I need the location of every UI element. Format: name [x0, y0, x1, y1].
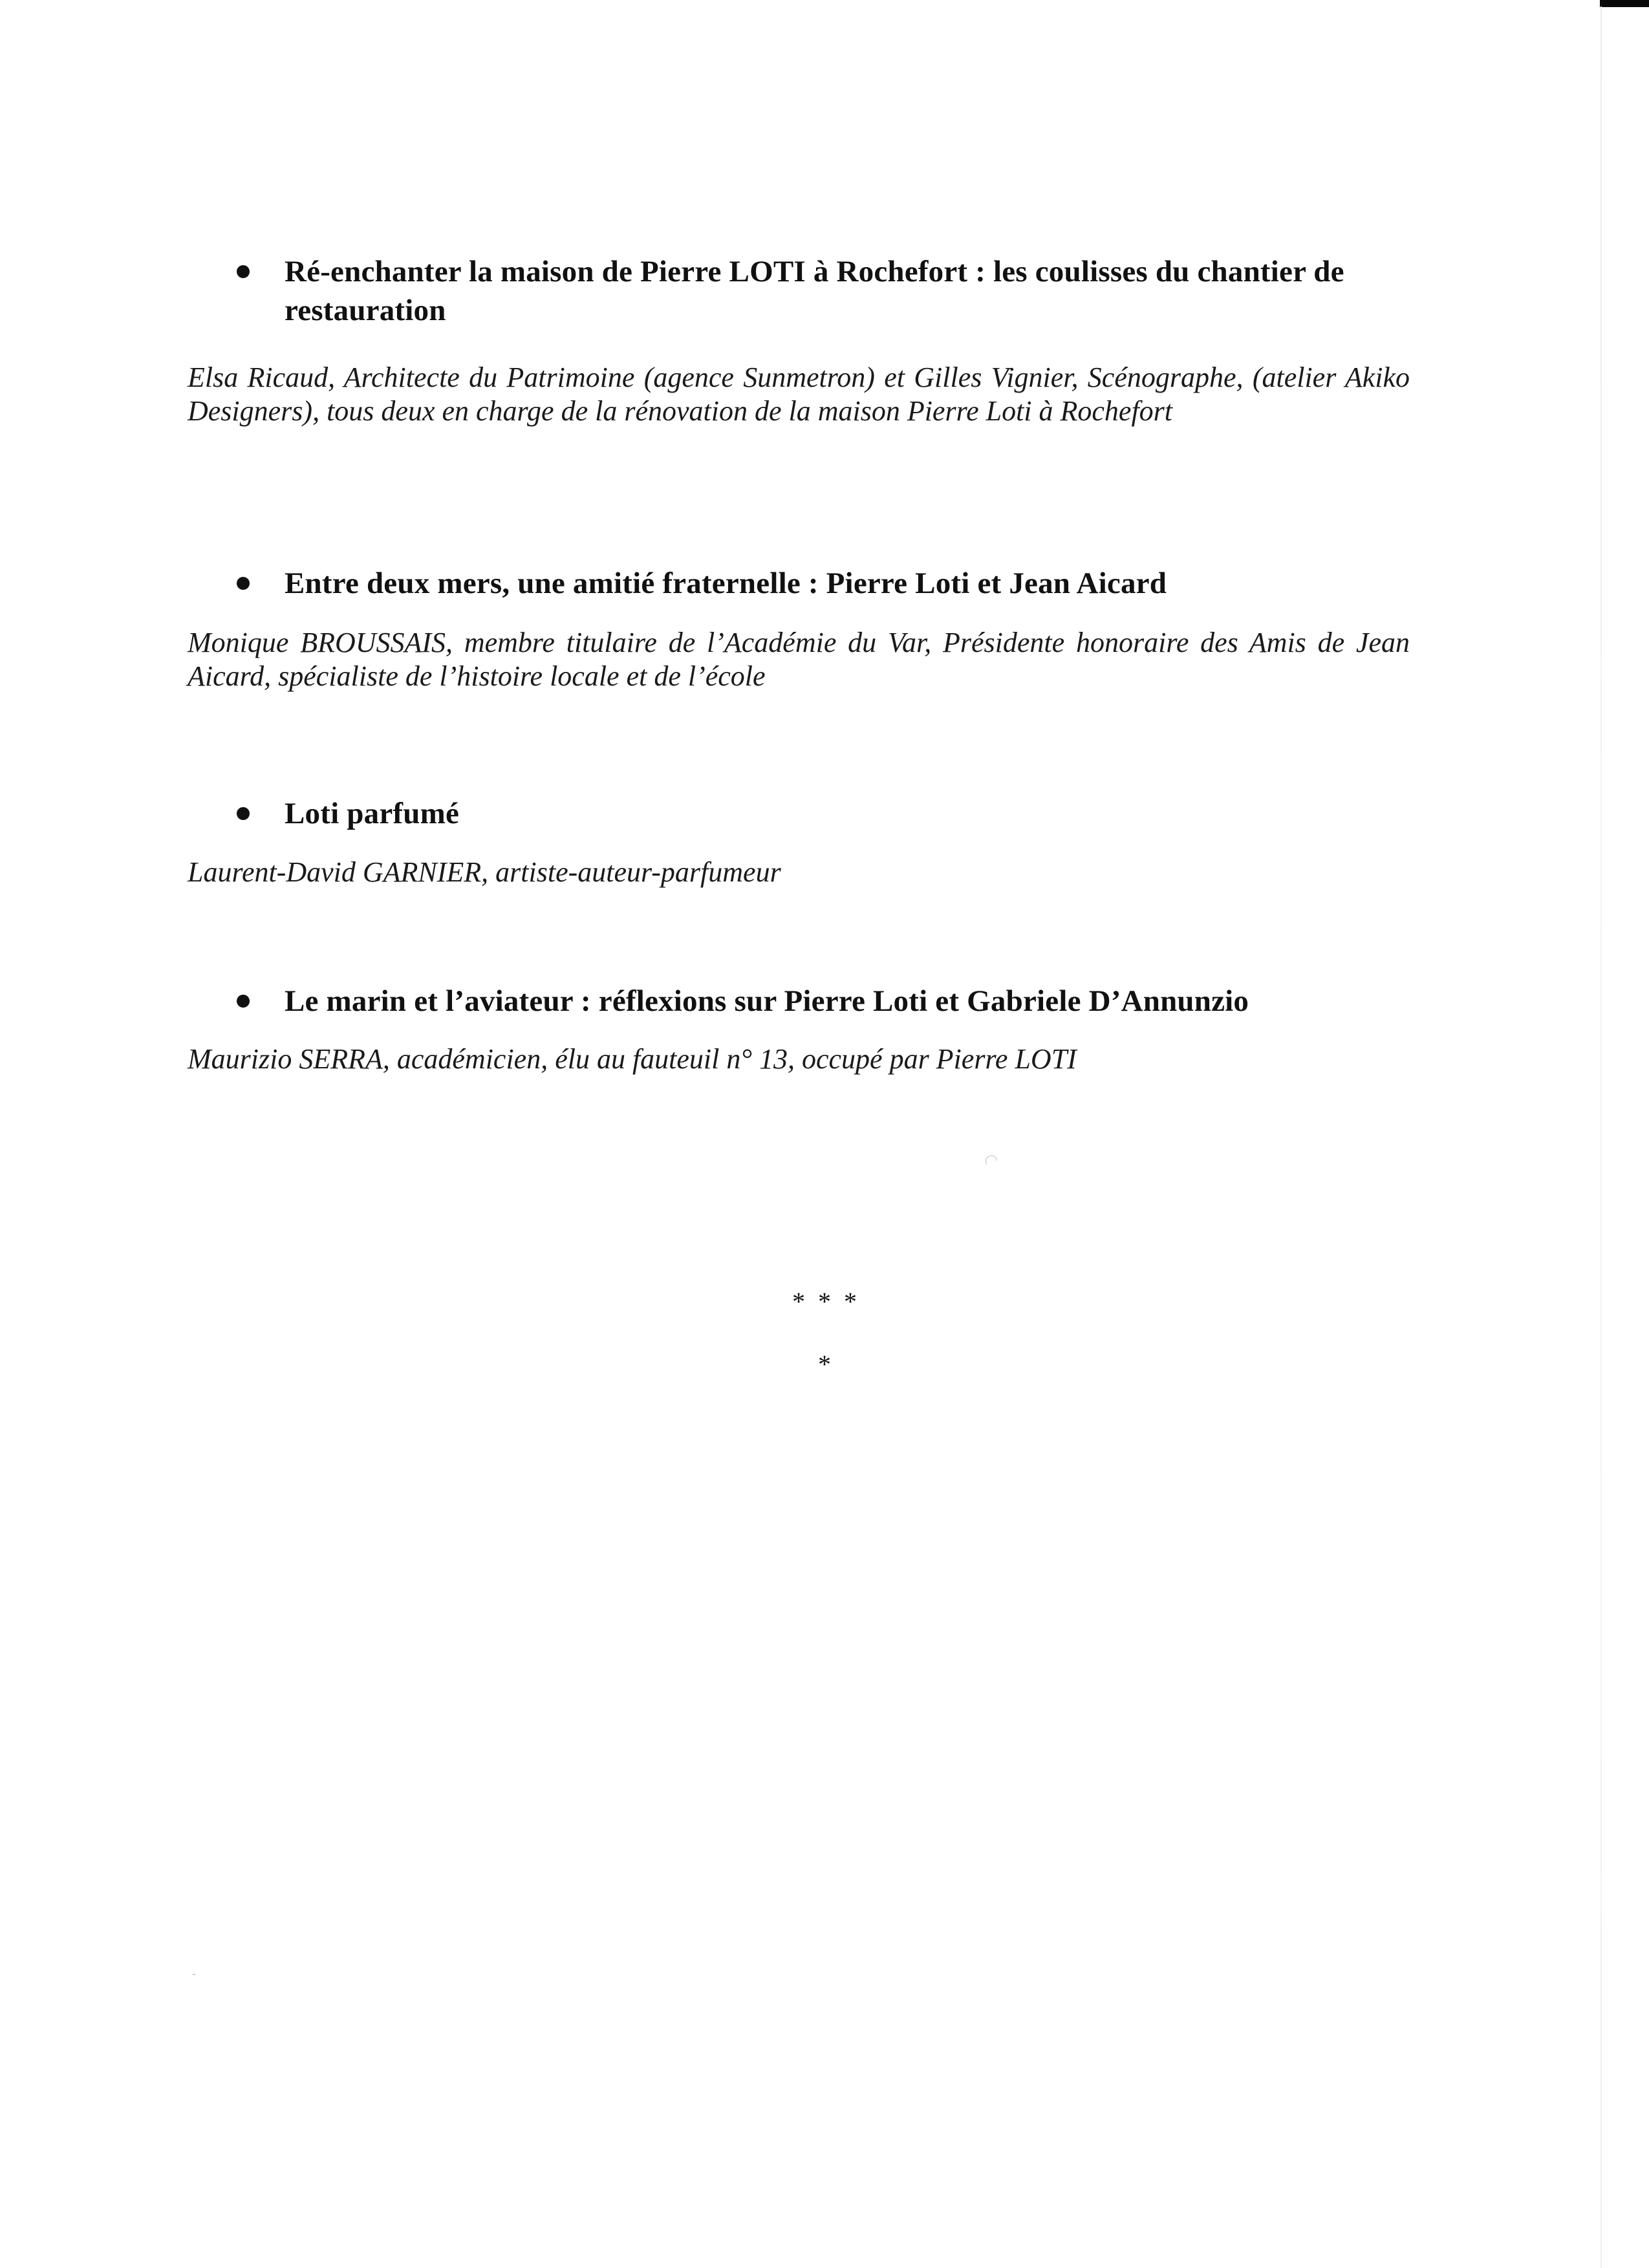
bullet-icon [237, 265, 250, 278]
scan-edge-bar [1600, 0, 1649, 7]
talk-title: Ré-enchanter la maison de Pierre LOTI à Rochefort : les coulisses du chantier de restauration [285, 255, 1344, 327]
bullet-icon [237, 995, 250, 1008]
scan-fold-line [1600, 6, 1602, 2268]
separator-asterism-top: * * * [792, 1287, 857, 1316]
bullet-icon [237, 807, 250, 820]
speaker-byline: Laurent-David GARNIER, artiste-auteur-parfumeur [188, 856, 781, 888]
separator-asterism-bottom: * [818, 1350, 831, 1379]
talk-title: Le marin et l’aviateur : réflexions sur Pierre Loti et Gabriele D’Annunzio [285, 984, 1249, 1018]
talk-title: Entre deux mers, une amitié fraternelle : Pierre Loti et Jean Aicard [285, 567, 1167, 600]
speaker-byline: Elsa Ricaud, Architecte du Patrimoine (agence Sunmetron) et Gilles Vignier, Scénographe, (atelier Akiko Designers), tous deux en charge de la rénovation de la maison Pierre Loti à Rochefort [188, 362, 1410, 427]
speaker-byline: Maurizio SERRA, académicien, élu au fauteuil n° 13, occupé par Pierre LOTI [188, 1043, 1077, 1075]
bullet-icon [237, 577, 250, 590]
talk-title: Loti parfumé [285, 797, 460, 830]
scan-artifact-speck [193, 1974, 195, 1975]
speaker-byline: Monique BROUSSAIS, membre titulaire de l’Académie du Var, Présidente honoraire des Amis de Jean Aicard, spécialiste de l’histoire locale et de l’école [188, 627, 1410, 692]
scan-artifact-mark [984, 1154, 998, 1164]
